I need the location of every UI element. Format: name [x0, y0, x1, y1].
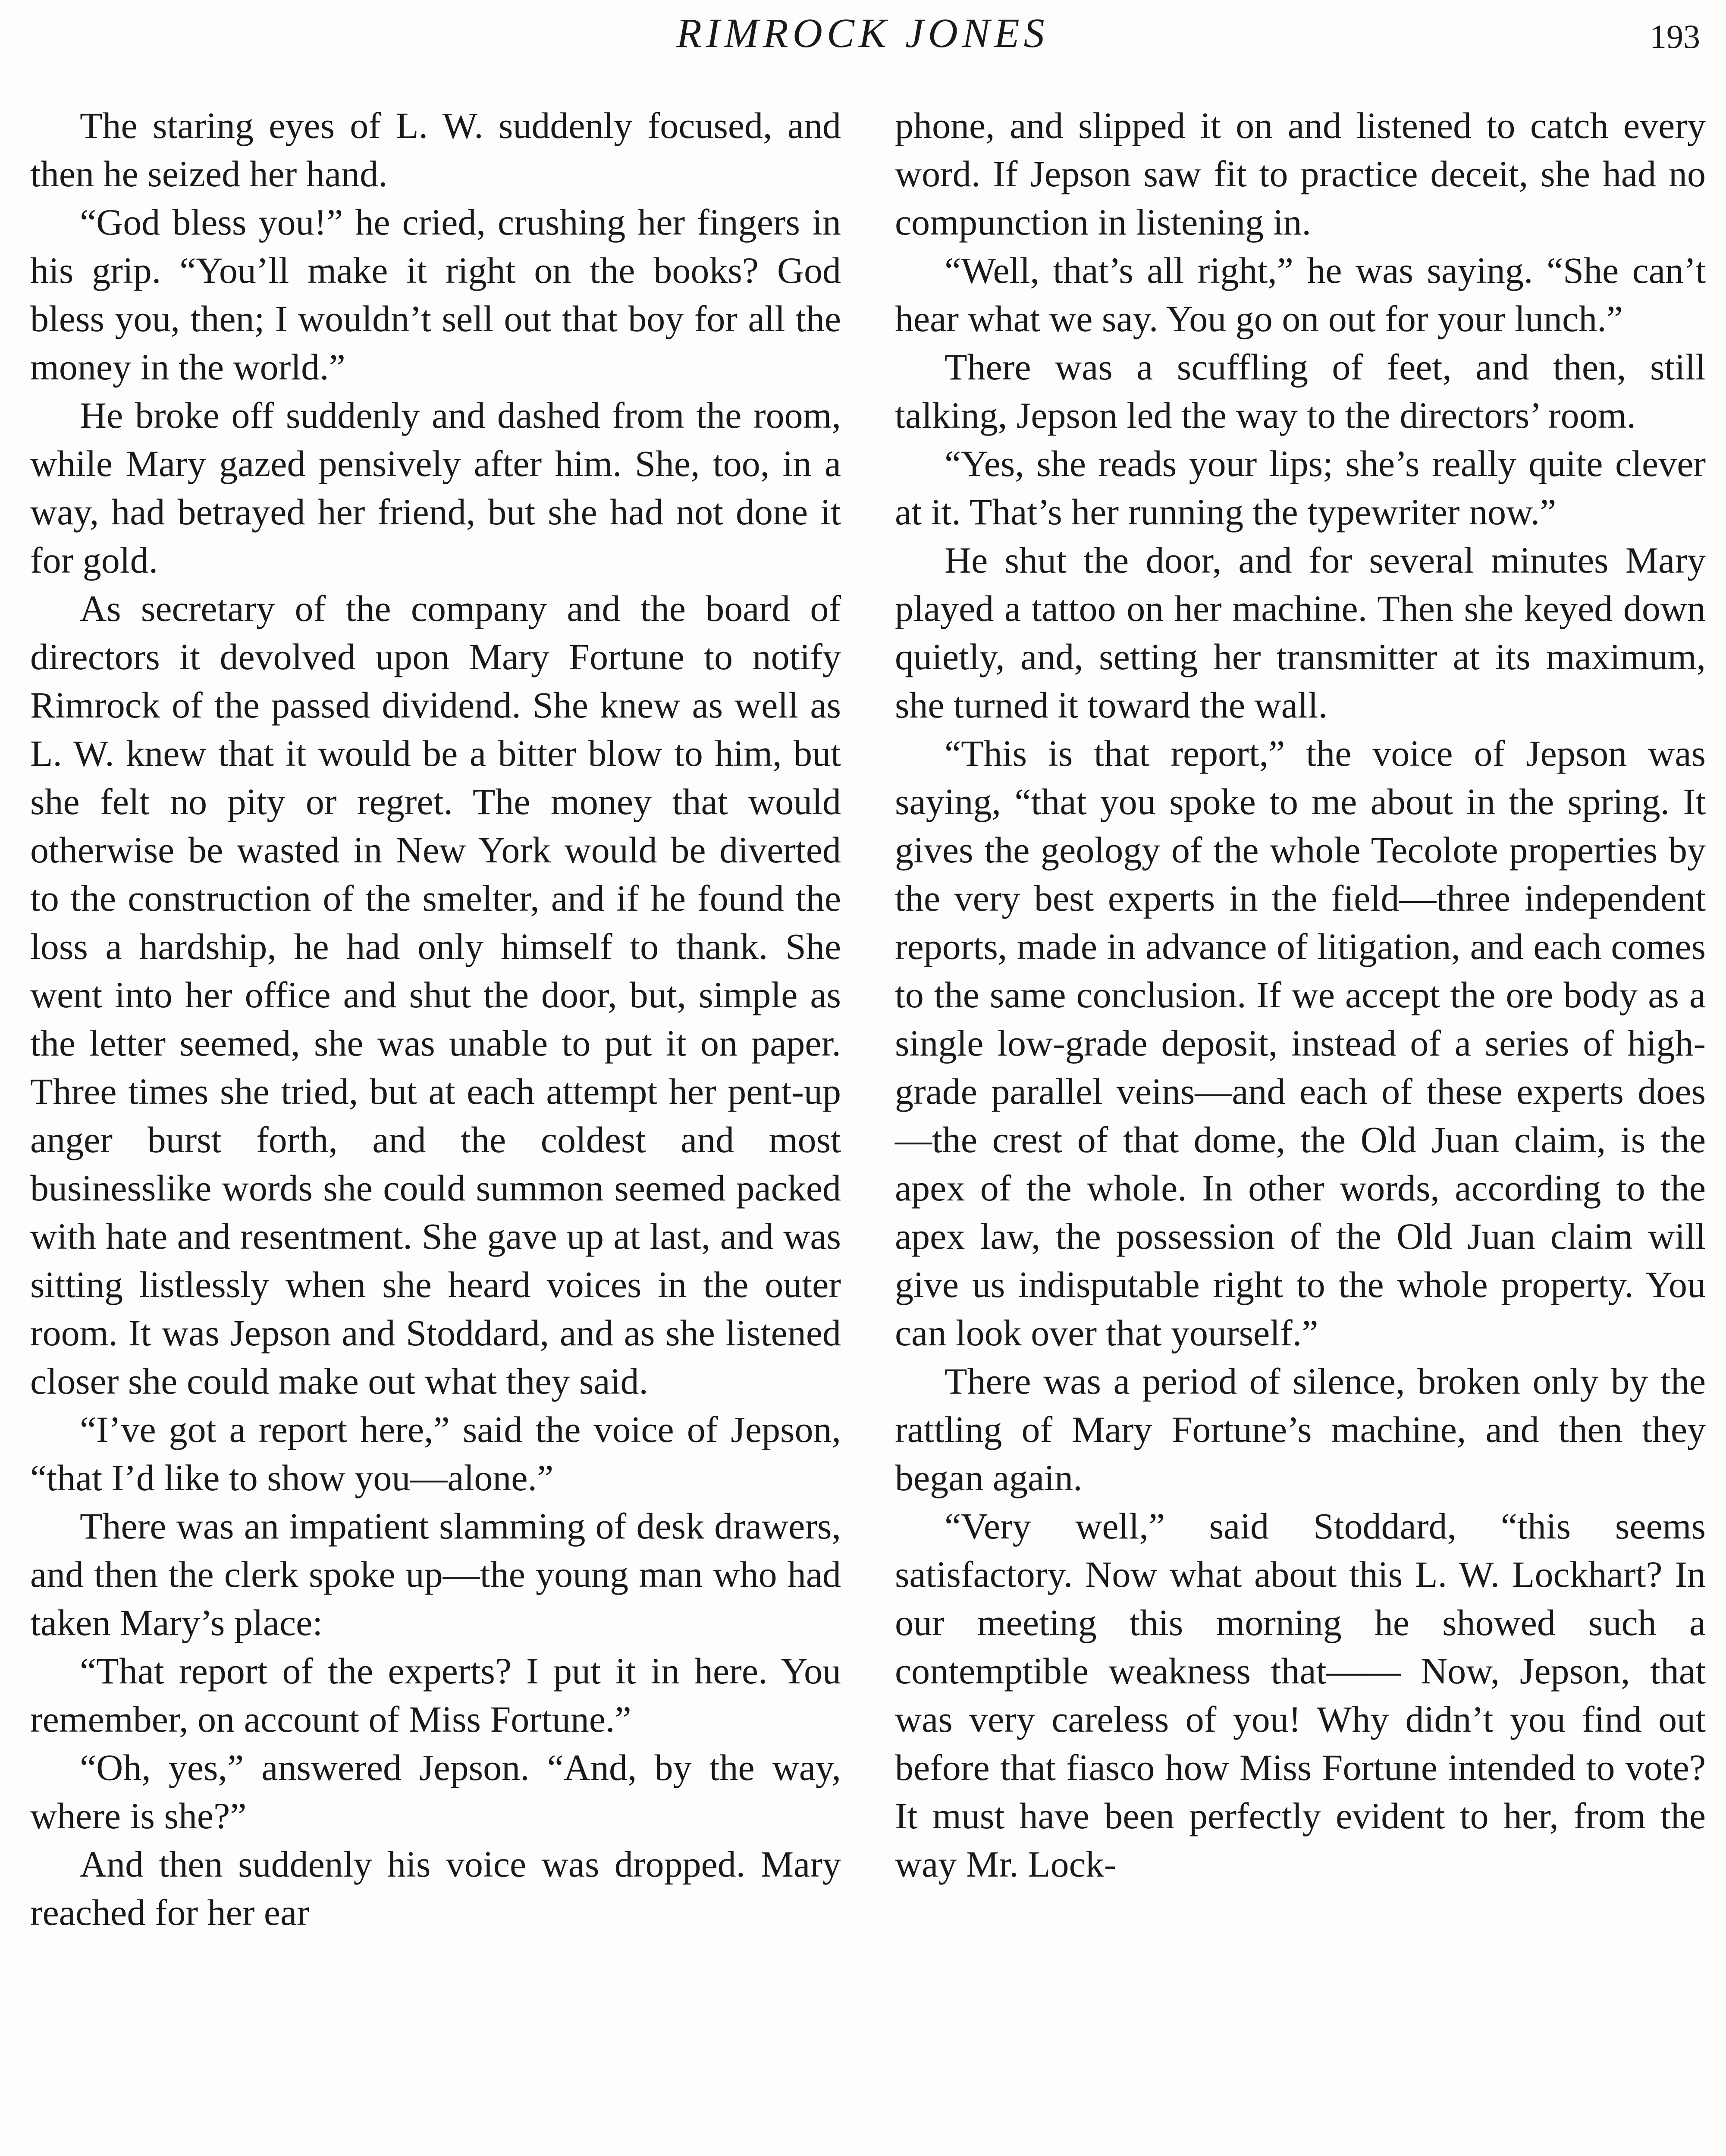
paragraph: There was a period of silence, broken only by the rattling of Mary Fortune’s machine, and then they began again.: [895, 1360, 1706, 1498]
running-title: RIMROCK JONES: [676, 10, 1049, 56]
paragraph: There was a scuffling of feet, and then, still talking, Jepson led the way to the directors’ room.: [895, 346, 1706, 436]
paragraph: “God bless you!” he cried, crushing her fingers in his grip. “You’ll make it right on the books? God bless you, then; I wouldn’t sell out that boy for all the money in the world.”: [30, 201, 841, 388]
paragraph: “Well, that’s all right,” he was saying. “She can’t hear what we say. You go on out for your lunch.”: [895, 250, 1706, 339]
paragraph-continued: phone, and slipped it on and listened to catch every word. If Jepson saw fit to practice deceit, she had no compunction in listening in.: [895, 105, 1706, 243]
right-column: [895, 101, 1706, 1888]
paragraph: “That report of the experts? I put it in here. You remember, on account of Miss Fortune.”: [30, 1650, 841, 1740]
paragraph: The staring eyes of L. W. suddenly focused, and then he seized her hand.: [30, 105, 841, 194]
page-number: 193: [1650, 18, 1700, 55]
paragraph: “Very well,” said Stoddard, “this seems satisfactory. Now what about this L. W. Lockhart? In our meeting this morning he showed such a contemptible weakness that—— Now, Jepson, that was very careless of you! Why didn’t you find out before that fiasco how Miss Fortune intended to vote? It must have been perfectly evident to her, from the way Mr. Lock-: [895, 1505, 1706, 1885]
paragraph: There was an impatient slamming of desk drawers, and then the clerk spoke up—the young man who had taken Mary’s place:: [30, 1505, 841, 1643]
paragraph: “This is that report,” the voice of Jepson was saying, “that you spoke to me about in the spring. It gives the geology of the whole Tecolote properties by the very best experts in the field—three independent reports, made in advance of litigation, and each comes to the same conclusion. If we accept the ore body as a single low-grade deposit, instead of a series of high-grade parallel veins—and each of these experts does—the crest of that dome, the Old Juan claim, is the apex of the whole. In other words, according to the apex law, the possession of the Old Juan claim will give us indisputable right to the whole property. You can look over that yourself.”: [895, 733, 1706, 1354]
paragraph: “Yes, she reads your lips; she’s really quite clever at it. That’s her running the typewriter now.”: [895, 443, 1706, 533]
left-column: [30, 101, 841, 1937]
paragraph: He shut the door, and for several minutes Mary played a tattoo on her machine. Then she keyed down quietly, and, setting her transmitter at its maximum, she turned it toward the wall.: [895, 539, 1706, 726]
paragraph: “Oh, yes,” answered Jepson. “And, by the way, where is she?”: [30, 1747, 841, 1836]
paragraph: As secretary of the company and the board of directors it devolved upon Mary Fortune to notify Rimrock of the passed dividend. She knew as well as L. W. knew that it would be a bitter blow to him, but she felt no pity or regret. The money that would otherwise be wasted in New York would be diverted to the construction of the smelter, and if he found the loss a hardship, he had only himself to thank. She went into her office and shut the door, but, simple as the letter seemed, she was unable to put it on paper. Three times she tried, but at each attempt her pent-up anger burst forth, and the coldest and most businesslike words she could summon seemed packed with hate and resentment. She gave up at last, and was sitting listlessly when she heard voices in the outer room. It was Jepson and Stoddard, and as she listened closer she could make out what they said.: [30, 588, 841, 1402]
paragraph: He broke off suddenly and dashed from the room, while Mary gazed pensively after him. She, too, in a way, had betrayed her friend, but she had not done it for gold.: [30, 395, 841, 581]
paragraph: “I’ve got a report here,” said the voice of Jepson, “that I’d like to show you—alone.”: [30, 1409, 841, 1498]
paragraph: And then suddenly his voice was dropped. Mary reached for her ear: [30, 1843, 841, 1933]
